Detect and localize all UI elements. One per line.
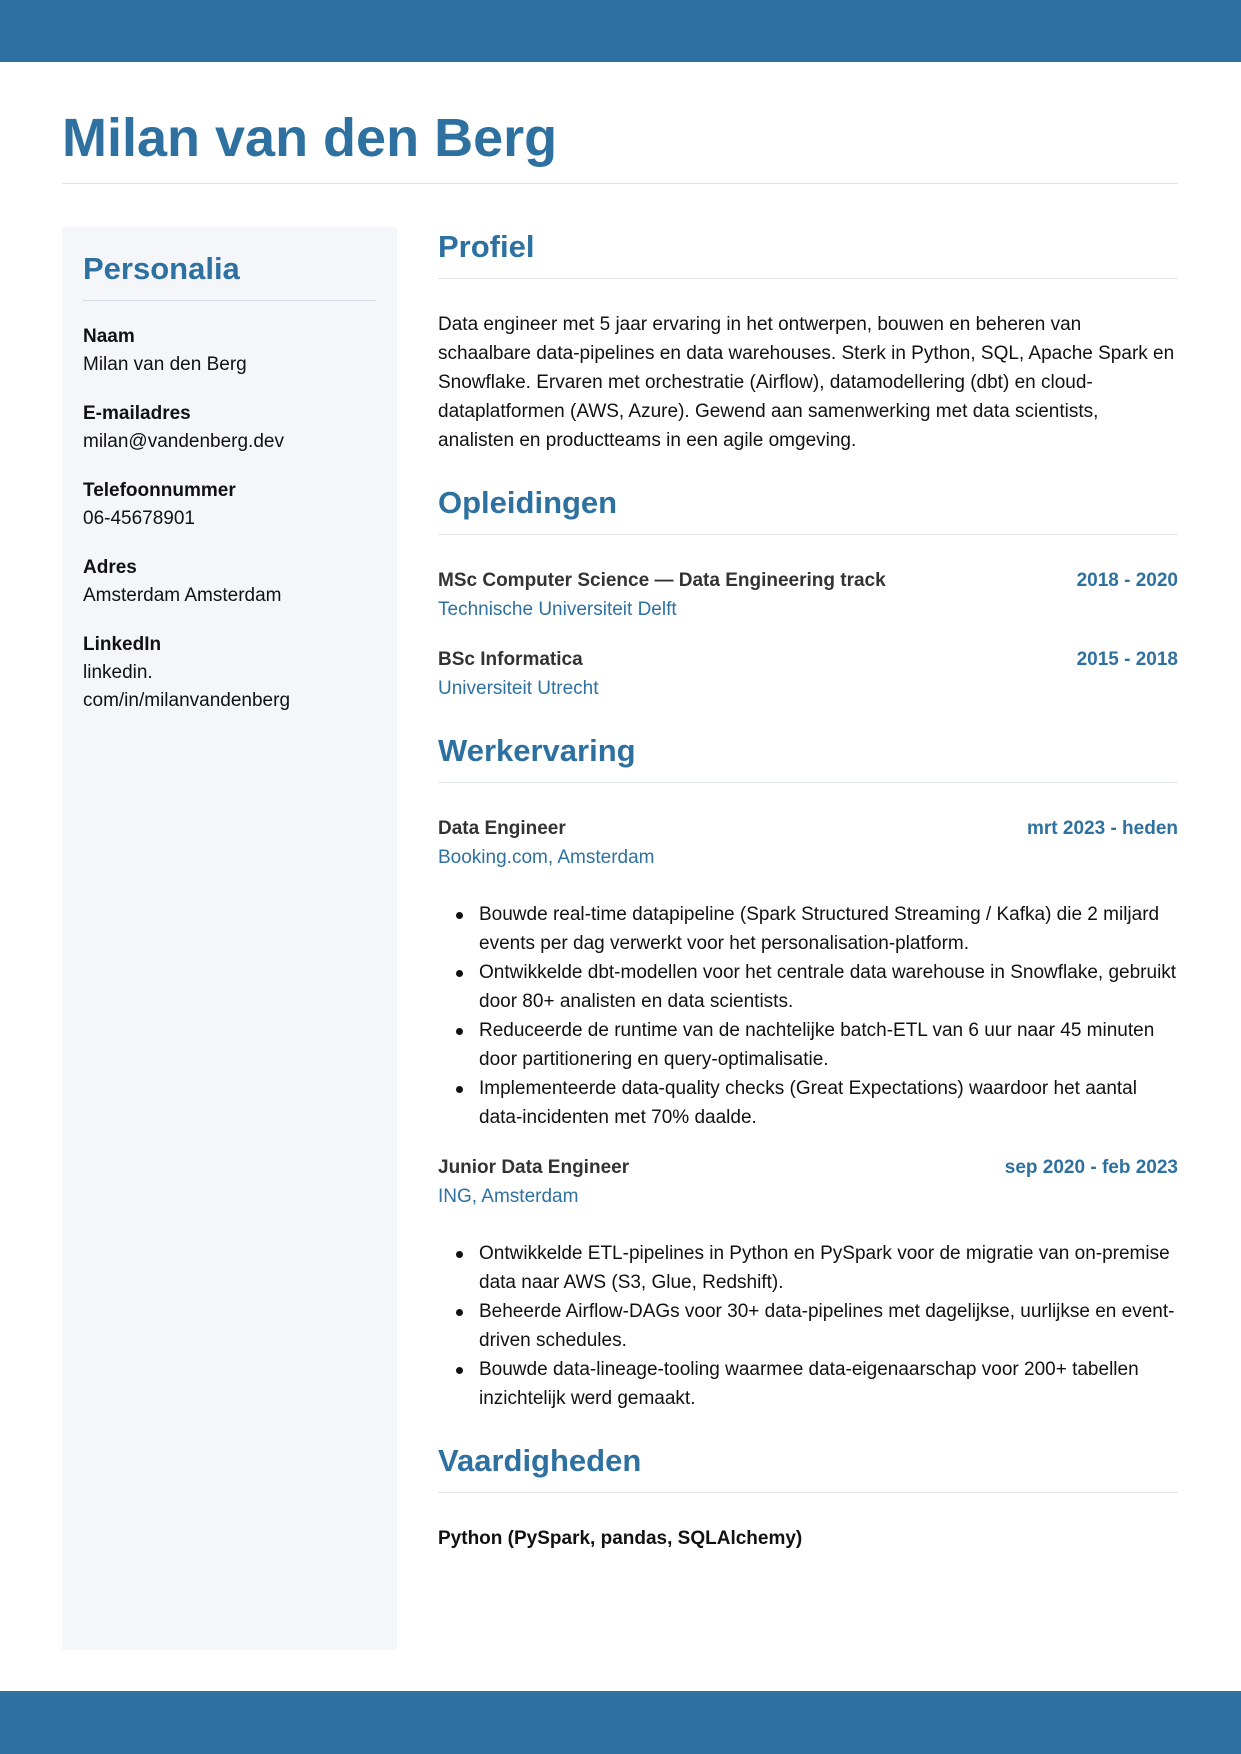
field-label: Telefoonnummer: [83, 480, 236, 501]
field-phone: [83, 477, 376, 533]
list-item: [438, 958, 1178, 1016]
degree-title: BSc Informatica: [438, 649, 583, 670]
list-item-text: Implementeerde data-quality checks (Great Expectations) waardoor het aantal data-incidenten met 70% daalde.: [479, 1078, 1137, 1128]
field-label: LinkedIn: [83, 634, 162, 655]
education-entry: [438, 645, 1178, 703]
list-item-text: Ontwikkelde ETL-pipelines in Python en PySpark voor de migratie van on-premise data naar AWS (S3, Glue, Redshift).: [479, 1243, 1170, 1293]
footer-band: [0, 1691, 1241, 1754]
experience-section: [438, 731, 1178, 1413]
profile-section: [438, 227, 1178, 455]
entry-dates: 2015 - 2018: [1076, 649, 1178, 670]
field-name: [83, 323, 376, 379]
entry-dates: mrt 2023 - heden: [1027, 818, 1178, 839]
personal-details-sidebar: [62, 227, 397, 1650]
list-item-text: Bouwde data-lineage-tooling waarmee data-eigenaarschap voor 200+ tabellen inzichtelijk werd gemaakt.: [479, 1359, 1139, 1409]
list-item-text: Ontwikkelde dbt-modellen voor het centrale data warehouse in Snowflake, gebruikt door 80+ analisten en data scientists.: [479, 962, 1177, 1012]
section-title: Vaardigheden: [438, 1443, 642, 1478]
list-item: [438, 1297, 1178, 1355]
section-title: Opleidingen: [438, 485, 618, 520]
profile-summary: Data engineer met 5 jaar ervaring in het ontwerpen, bouwen en beheren van schaalbare data-pipelines en data warehouses. Sterk in Python, SQL, Apache Spark en Snowflake. Ervaren met orchestratie (Airflow), datamodellering (dbt) en cloud-dataplatformen (AWS, Azure). Gewend aan samenwerking met data scientists, analisten en productteams in een agile omgeving.: [438, 314, 1175, 451]
bullet-icon: [456, 1086, 463, 1093]
bullet-icon: [456, 1309, 463, 1316]
list-item-text: Beheerde Airflow-DAGs voor 30+ data-pipelines met dagelijkse, uurlijkse en event-driven schedules.: [479, 1301, 1175, 1351]
bullet-icon: [456, 912, 463, 919]
job-entry: [438, 814, 1178, 1132]
address-value: Amsterdam Amsterdam: [83, 585, 282, 606]
skill-item: Python (PySpark, pandas, SQLAlchemy): [438, 1528, 803, 1549]
education-entry: [438, 566, 1178, 624]
field-address: [83, 554, 376, 610]
entry-dates: 2018 - 2020: [1076, 570, 1178, 591]
company-name: Booking.com, Amsterdam: [438, 847, 655, 868]
section-divider: [438, 534, 1178, 535]
bullet-icon: [456, 1367, 463, 1374]
list-item: [438, 1355, 1178, 1413]
entry-dates: sep 2020 - feb 2023: [1004, 1157, 1178, 1178]
list-item: [438, 900, 1178, 958]
bullet-icon: [456, 1251, 463, 1258]
bullet-icon: [456, 1028, 463, 1035]
email-value[interactable]: milan@vandenberg.dev: [83, 431, 284, 452]
degree-title: MSc Computer Science — Data Engineering track: [438, 570, 886, 591]
school-name: Technische Universiteit Delft: [438, 599, 677, 620]
linkedin-link-line2[interactable]: com/in/milanvandenberg: [83, 690, 291, 711]
section-divider: [438, 1492, 1178, 1493]
field-label: E-mailadres: [83, 403, 191, 424]
skills-section: [438, 1441, 1178, 1553]
header-band: [0, 0, 1241, 62]
section-divider: [438, 278, 1178, 279]
field-email: [83, 400, 376, 456]
field-value: Milan van den Berg: [83, 354, 247, 375]
phone-value: 06-45678901: [83, 508, 195, 529]
achievement-list: [438, 1239, 1178, 1413]
education-section: [438, 483, 1178, 703]
sidebar-divider: [83, 300, 376, 301]
bullet-icon: [456, 970, 463, 977]
list-item: [438, 1074, 1178, 1132]
linkedin-link-line1[interactable]: linkedin.: [83, 662, 153, 683]
section-title: Profiel: [438, 229, 535, 264]
field-label: Adres: [83, 557, 137, 578]
header-divider: [62, 183, 1178, 184]
field-label: Naam: [83, 326, 135, 347]
list-item-text: Reduceerde de runtime van de nachtelijke batch-ETL van 6 uur naar 45 minuten door partitionering en query-optimalisatie.: [479, 1020, 1155, 1070]
school-name: Universiteit Utrecht: [438, 678, 599, 699]
job-entry: [438, 1153, 1178, 1413]
section-divider: [438, 782, 1178, 783]
candidate-name: Milan van den Berg: [62, 108, 558, 168]
list-item: [438, 1239, 1178, 1297]
main-content: [438, 227, 1178, 1553]
sidebar-title: Personalia: [83, 251, 240, 286]
company-name: ING, Amsterdam: [438, 1186, 579, 1207]
job-title: Junior Data Engineer: [438, 1157, 630, 1178]
job-title: Data Engineer: [438, 818, 566, 839]
achievement-list: [438, 900, 1178, 1132]
list-item: [438, 1016, 1178, 1074]
list-item-text: Bouwde real-time datapipeline (Spark Structured Streaming / Kafka) die 2 miljard events per dag verwerkt voor het personalisation-platform.: [479, 904, 1160, 954]
section-title: Werkervaring: [438, 733, 636, 768]
field-linkedin: [83, 631, 376, 715]
